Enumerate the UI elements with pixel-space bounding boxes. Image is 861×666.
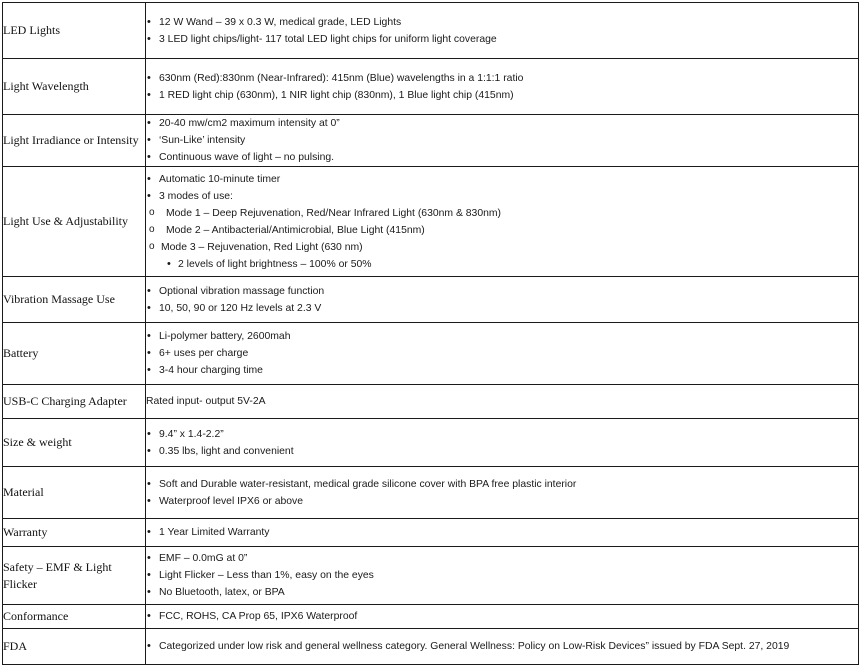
bullet-item: • 0.35 lbs, light and convenient xyxy=(146,443,858,460)
bullet-item: • FCC, ROHS, CA Prop 65, IPX6 Waterproof xyxy=(146,608,858,625)
row-label: Material xyxy=(3,467,146,519)
bullet-item: • ‘Sun-Like’ intensity xyxy=(146,132,858,149)
bullet-item: • 9.4” x 1.4-2.2” xyxy=(146,426,858,443)
spec-row-light-irradiance xyxy=(3,115,859,167)
row-value xyxy=(146,629,859,665)
sub-bullet-item: o Mode 1 – Deep Rejuvenation, Red/Near Infrared Light (630nm & 830nm) xyxy=(146,205,858,222)
row-value xyxy=(146,167,859,277)
bullet-item: • No Bluetooth, latex, or BPA xyxy=(146,584,858,601)
bullet-item: • 20-40 mw/cm2 maximum intensity at 0” xyxy=(146,115,858,132)
bullet-item: • 3-4 hour charging time xyxy=(146,362,858,379)
bullet-item: • Automatic 10-minute timer xyxy=(146,171,858,188)
spec-row-warranty xyxy=(3,519,859,547)
spec-row-material xyxy=(3,467,859,519)
bullet-item: • 3 LED light chips/light- 117 total LED light chips for uniform light coverage xyxy=(146,31,858,48)
bullet-list xyxy=(146,115,858,166)
spec-row-led-lights xyxy=(3,3,859,59)
bullet-list xyxy=(146,608,858,625)
bullet-list xyxy=(146,70,858,104)
bullet-list xyxy=(146,638,858,655)
row-value xyxy=(146,519,859,547)
row-label: Battery xyxy=(3,323,146,385)
row-label: Light Wavelength xyxy=(3,59,146,115)
row-label: USB-C Charging Adapter xyxy=(3,385,146,419)
spec-row-usb-c xyxy=(3,385,859,419)
spec-row-size-weight xyxy=(3,419,859,467)
bullet-item: • Optional vibration massage function xyxy=(146,283,858,300)
bullet-item: • Li-polymer battery, 2600mah xyxy=(146,328,858,345)
bullet-item: • 10, 50, 90 or 120 Hz levels at 2.3 V xyxy=(146,300,858,317)
bullet-item: • 630nm (Red):830nm (Near-Infrared): 415nm (Blue) wavelengths in a 1:1:1 ratio xyxy=(146,70,858,87)
bullet-item: • 1 Year Limited Warranty xyxy=(146,524,858,541)
bullet-item: • EMF – 0.0mG at 0” xyxy=(146,550,858,567)
row-label: Conformance xyxy=(3,605,146,629)
sub-sub-bullet-item: • 2 levels of light brightness – 100% or 50% xyxy=(146,256,858,273)
bullet-list xyxy=(146,328,858,379)
bullet-item: • Categorized under low risk and general wellness category. General Wellness: Policy on Low-Risk Devices” issued by FDA Sept. 27, 2019 xyxy=(146,638,858,655)
row-label: Size & weight xyxy=(3,419,146,467)
bullet-item: • 3 modes of use: xyxy=(146,188,858,205)
row-label: Light Irradiance or Intensity xyxy=(3,115,146,167)
row-value xyxy=(146,115,859,167)
plain-value: Rated input- output 5V-2A xyxy=(146,396,266,407)
bullet-list xyxy=(146,476,858,510)
spec-table xyxy=(2,2,859,665)
row-value xyxy=(146,323,859,385)
row-label: LED Lights xyxy=(3,3,146,59)
row-label: Vibration Massage Use xyxy=(3,277,146,323)
bullet-item: • Soft and Durable water-resistant, medical grade silicone cover with BPA free plastic interior xyxy=(146,476,858,493)
spec-row-fda xyxy=(3,629,859,665)
bullet-list xyxy=(146,14,858,48)
bullet-item: • Continuous wave of light – no pulsing. xyxy=(146,149,858,166)
bullet-list xyxy=(146,524,858,541)
spec-row-light-use xyxy=(3,167,859,277)
bullet-item: • 1 RED light chip (630nm), 1 NIR light chip (830nm), 1 Blue light chip (415nm) xyxy=(146,87,858,104)
spec-row-safety xyxy=(3,547,859,605)
spec-row-vibration xyxy=(3,277,859,323)
row-value xyxy=(146,419,859,467)
bullet-list xyxy=(146,171,858,273)
bullet-item: • Light Flicker – Less than 1%, easy on the eyes xyxy=(146,567,858,584)
row-value xyxy=(146,605,859,629)
row-label: Warranty xyxy=(3,519,146,547)
row-value xyxy=(146,59,859,115)
bullet-list xyxy=(146,283,858,317)
bullet-item: • 12 W Wand – 39 x 0.3 W, medical grade, LED Lights xyxy=(146,14,858,31)
row-value xyxy=(146,277,859,323)
spec-row-battery xyxy=(3,323,859,385)
row-label: FDA xyxy=(3,629,146,665)
row-value xyxy=(146,3,859,59)
row-value xyxy=(146,467,859,519)
sub-bullet-item: o Mode 3 – Rejuvenation, Red Light (630 nm) xyxy=(146,239,858,256)
bullet-list xyxy=(146,550,858,601)
bullet-list xyxy=(146,426,858,460)
bullet-item: • 6+ uses per charge xyxy=(146,345,858,362)
row-label: Safety – EMF & Light Flicker xyxy=(3,547,146,605)
spec-row-conformance xyxy=(3,605,859,629)
row-value xyxy=(146,385,859,419)
spec-row-light-wavelength xyxy=(3,59,859,115)
sub-bullet-item: o Mode 2 – Antibacterial/Antimicrobial, Blue Light (415nm) xyxy=(146,222,858,239)
row-value xyxy=(146,547,859,605)
bullet-item: • Waterproof level IPX6 or above xyxy=(146,493,858,510)
row-label: Light Use & Adjustability xyxy=(3,167,146,277)
